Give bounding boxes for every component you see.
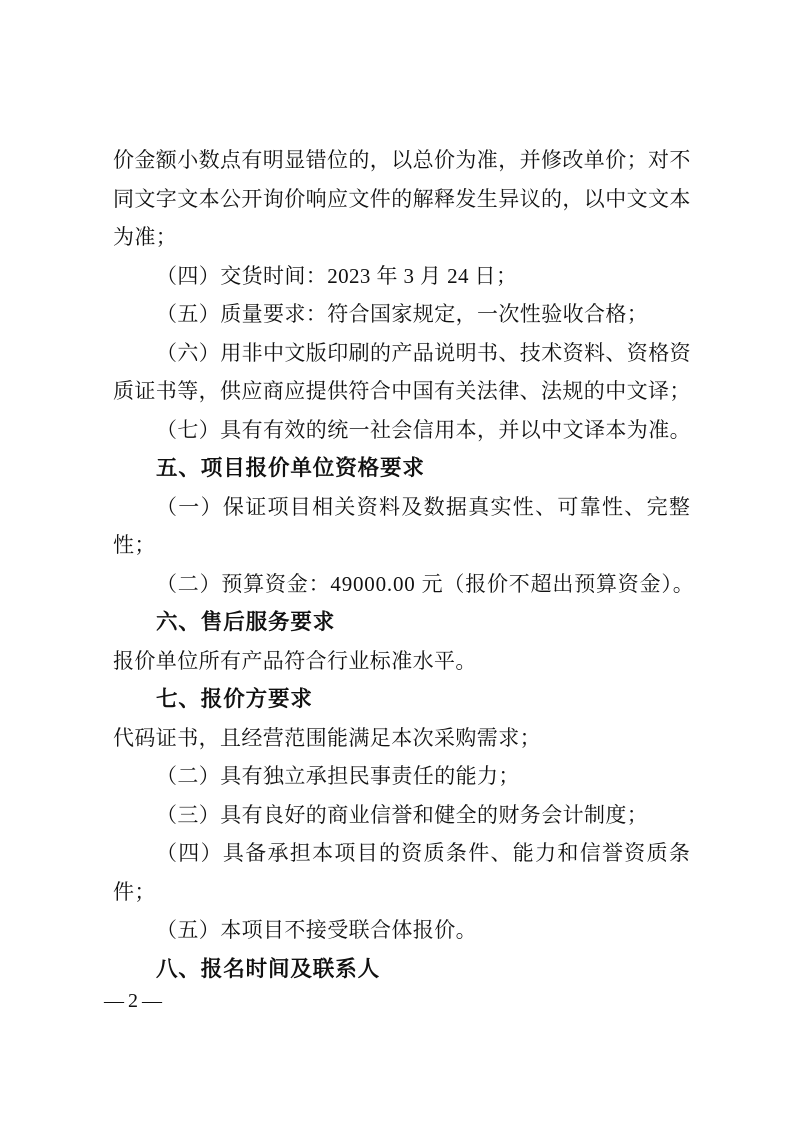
paragraph-line: （一）保证项目相关资料及数据真实性、可靠性、完整 xyxy=(156,494,692,519)
paragraph-line: （四）交货时间：2023 年 3 月 24 日； xyxy=(156,263,518,288)
section-heading: 六、售后服务要求 xyxy=(156,610,336,634)
paragraph-line: （二）具有独立承担民事责任的能力； xyxy=(156,764,520,788)
page-number: —2— xyxy=(104,990,166,1012)
section-heading: 七、报价方要求 xyxy=(156,687,313,711)
paragraph-line: （六）用非中文版印刷的产品说明书、技术资料、资格资 xyxy=(156,340,691,365)
section-heading: 八、报名时间及联系人 xyxy=(156,956,381,981)
paragraph-line: （五）质量要求：符合国家规定，一次性验收合格； xyxy=(156,302,649,326)
paragraph-line: （三）具有良好的商业信誉和健全的财务会计制度； xyxy=(156,802,649,827)
paragraph-line: 价金额小数点有明显错位的，以总价为准，并修改单价；对不 xyxy=(113,148,691,172)
paragraph-line: 性； xyxy=(113,533,156,557)
paragraph-line: （四）具备承担本项目的资质条件、能力和信誉资质条 xyxy=(156,841,692,865)
paragraph-line: 质证书等，供应商应提供符合中国有关法律、法规的中文译； xyxy=(113,379,691,403)
paragraph-line: 报价单位所有产品符合行业标准水平。 xyxy=(113,648,477,673)
paragraph-line: （二）预算资金：49000.00 元（报价不超出预算资金）。 xyxy=(156,571,695,596)
paragraph-line: 为准； xyxy=(113,225,178,249)
paragraph-line: 同文字文本公开询价响应文件的解释发生异议的，以中文文本 xyxy=(113,186,691,211)
paragraph-line: （五）本项目不接受联合体报价。 xyxy=(156,918,477,942)
paragraph-line: （七）具有有效的统一社会信用本，并以中文译本为准。 xyxy=(156,417,691,442)
paragraph-line: 代码证书，且经营范围能满足本次采购需求； xyxy=(113,725,541,750)
document-body xyxy=(113,141,695,988)
section-heading: 五、项目报价单位资格要求 xyxy=(156,456,425,480)
paragraph-line: 件； xyxy=(113,879,156,904)
